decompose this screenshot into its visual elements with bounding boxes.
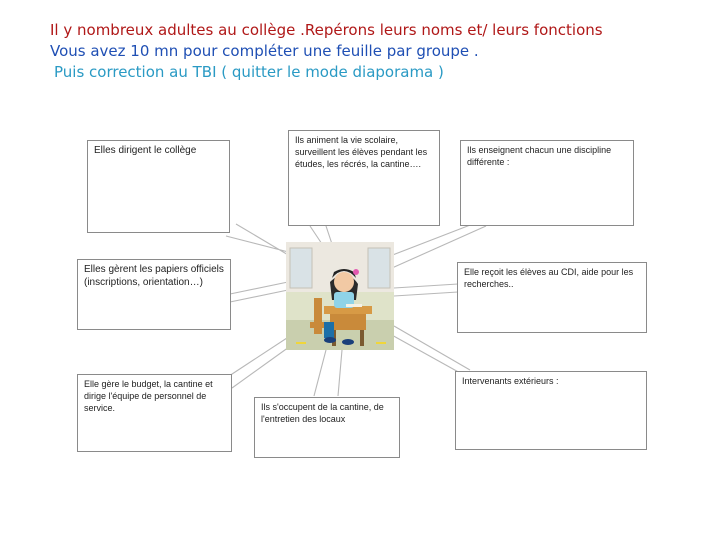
bubble-vie-scolaire-text: Ils animent la vie scolaire, surveillent les élèves pendant les études, les récrés, la cantine…. — [295, 135, 428, 169]
bubble-intervenants-text: Intervenants extérieurs : — [462, 376, 559, 386]
girl-at-desk-illustration — [286, 242, 394, 350]
bubble-documentaliste — [457, 262, 647, 333]
bubble-intendance-text: Elle gère le budget, la cantine et dirige l'équipe de personnel de service. — [84, 379, 213, 413]
bubble-agents — [254, 397, 400, 458]
bubble-enseignants — [460, 140, 634, 226]
connector-secretariat — [230, 282, 288, 302]
bubble-documentaliste-text: Elle reçoit les élèves au CDI, aide pour les recherches.. — [464, 267, 634, 289]
instruction-line: Vous avez 10 mn pour compléter une feuille par groupe . — [50, 42, 479, 60]
bubble-intendance — [77, 374, 232, 452]
bubble-enseignants-text: Ils enseignent chacun une discipline différente : — [467, 145, 612, 167]
connector-agents — [314, 350, 342, 396]
title-line: Il y nombreux adultes au collège .Repérons leurs noms et/ leurs fonctions — [50, 21, 603, 39]
bubble-intervenants — [455, 371, 647, 450]
bubble-secretariat-text: Elles gèrent les papiers officiels (inscriptions, orientation…) — [84, 264, 224, 288]
bubble-direction — [87, 140, 230, 233]
connector-intervenants — [390, 326, 470, 374]
bubble-vie-scolaire — [288, 130, 440, 226]
bubble-secretariat — [77, 259, 231, 330]
connector-documentaliste — [394, 284, 458, 296]
bubble-direction-text: Elles dirigent le collège — [94, 145, 197, 156]
bubble-agents-text: Ils s'occupent de la cantine, de l'entretien des locaux — [261, 402, 384, 424]
correction-line: Puis correction au TBI ( quitter le mode diaporama ) — [54, 63, 444, 81]
